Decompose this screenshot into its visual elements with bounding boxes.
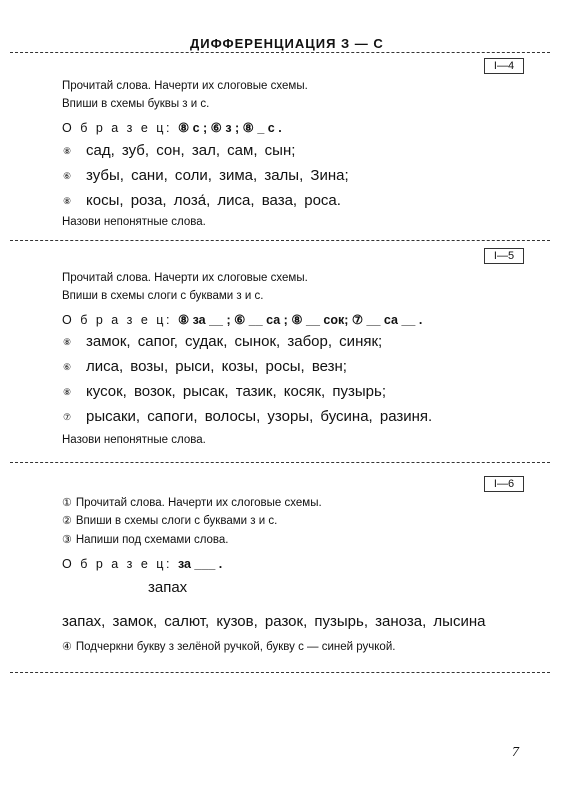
step-text: Напиши под схемами слова. bbox=[75, 534, 229, 546]
syllable-count-icon: ⑧ bbox=[62, 195, 72, 206]
exercise-footer: Назови непонятные слова. bbox=[62, 434, 206, 446]
word-row bbox=[62, 167, 349, 184]
word-row-text: замок, сапог, судак, сынок, забор, синяк; bbox=[86, 333, 383, 350]
sample-pattern: ⑧ за __ ; ⑥ __ са ; ⑧ __ сок; ⑦ __ са __ . bbox=[177, 313, 423, 327]
sample-pattern: ⑧ с ; ⑥ з ; ⑧ _ с . bbox=[177, 121, 282, 135]
divider bbox=[10, 672, 550, 673]
sample-word: запах bbox=[148, 579, 188, 596]
word-row bbox=[62, 383, 386, 400]
word-row-text: зубы, сани, соли, зима, залы, Зина; bbox=[86, 167, 349, 184]
syllable-count-icon: ⑥ bbox=[62, 361, 72, 372]
word-row bbox=[62, 408, 432, 425]
exercise-code: I—5 bbox=[484, 248, 524, 264]
exercise-footer: Назови непонятные слова. bbox=[62, 216, 206, 228]
step-number-icon: ② bbox=[62, 515, 72, 527]
instruction-1: Прочитай слова. Начерти их слоговые схемы. bbox=[62, 272, 308, 284]
divider bbox=[10, 240, 550, 241]
step-item bbox=[62, 640, 395, 653]
word-row bbox=[62, 142, 295, 159]
step-number-icon: ① bbox=[62, 497, 72, 509]
sample-label: О б р а з е ц: bbox=[62, 557, 172, 571]
word-row bbox=[62, 192, 341, 209]
instruction-1: Прочитай слова. Начерти их слоговые схемы. bbox=[62, 80, 308, 92]
syllable-count-icon: ⑥ bbox=[62, 170, 72, 181]
sample-line bbox=[62, 312, 422, 327]
step-text: Впиши в схемы слоги с буквами з и с. bbox=[75, 515, 278, 527]
step-text: Прочитай слова. Начерти их слоговые схемы. bbox=[75, 497, 322, 509]
instruction-2: Впиши в схемы слоги с буквами з и с. bbox=[62, 290, 264, 302]
sample-label: О б р а з е ц: bbox=[62, 313, 172, 327]
step-item bbox=[62, 533, 229, 546]
page-title: ДИФФЕРЕНЦИАЦИЯ З — С bbox=[190, 36, 384, 51]
word-row-text: сад, зуб, сон, зал, сам, сын; bbox=[86, 142, 296, 159]
word-row-text: рысаки, сапоги, волосы, узоры, бусина, разиня. bbox=[86, 408, 433, 425]
word-row-text: косы, роза, лоза́, лиса, ваза, роса. bbox=[86, 192, 341, 209]
exercise-code: I—4 bbox=[484, 58, 524, 74]
syllable-count-icon: ⑧ bbox=[62, 386, 72, 397]
word-row bbox=[62, 333, 382, 350]
sample-label: О б р а з е ц: bbox=[62, 121, 172, 135]
word-row bbox=[62, 358, 347, 375]
page-number: 7 bbox=[512, 745, 519, 760]
step-text: Подчеркни букву з зелёной ручкой, букву с — синей ручкой. bbox=[75, 641, 396, 653]
word-row-text: лиса, возы, рыси, козы, росы, везн; bbox=[86, 358, 347, 375]
step-item bbox=[62, 514, 277, 527]
exercise-code: I—6 bbox=[484, 476, 524, 492]
sample-pattern: за ___ . bbox=[177, 557, 223, 571]
syllable-count-icon: ⑧ bbox=[62, 336, 72, 347]
step-item bbox=[62, 496, 322, 509]
sample-line bbox=[62, 557, 222, 571]
divider-top bbox=[10, 52, 550, 53]
instruction-2: Впиши в схемы буквы з и с. bbox=[62, 98, 210, 110]
word-row-text: кусок, возок, рысак, тазик, косяк, пузырь; bbox=[86, 383, 386, 400]
step-number-icon: ③ bbox=[62, 534, 72, 546]
syllable-count-icon: ⑦ bbox=[62, 411, 72, 422]
step-number-icon: ④ bbox=[62, 641, 72, 653]
divider bbox=[10, 462, 550, 463]
word-row: запах, замок, салют, кузов, разок, пузырь, заноза, лысина bbox=[62, 613, 486, 630]
sample-line bbox=[62, 120, 282, 135]
syllable-count-icon: ⑧ bbox=[62, 145, 72, 156]
